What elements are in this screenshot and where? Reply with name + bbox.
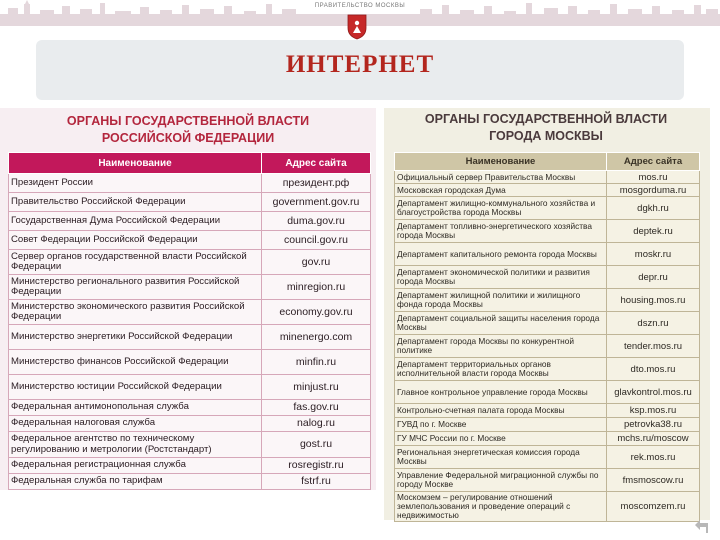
moscow-heading-line1: ОРГАНЫ ГОСУДАРСТВЕННОЙ ВЛАСТИ (424, 112, 668, 126)
site-url[interactable]: gov.ru (262, 250, 371, 275)
agency-name: Министерство экономического развития Российской Федерации (9, 300, 262, 325)
table-row (9, 350, 371, 375)
table-row (395, 469, 700, 492)
site-url[interactable]: deptek.ru (607, 220, 700, 243)
moscow-sites-table (394, 152, 700, 522)
government-label: ПРАВИТЕЛЬСТВО МОСКВЫ (314, 3, 406, 9)
agency-name: Департамент города Москвы по конкурентной политике (395, 335, 607, 358)
site-url[interactable]: президент.рф (262, 174, 371, 193)
table-header-row (395, 153, 700, 171)
site-url[interactable]: economy.gov.ru (262, 300, 371, 325)
agency-name: Правительство Российской Федерации (9, 193, 262, 212)
table-row (395, 197, 700, 220)
table-row (9, 375, 371, 400)
federal-sites-table (8, 152, 371, 490)
federal-heading-line2: РОССИЙСКОЙ ФЕДЕРАЦИИ (101, 131, 275, 145)
federal-authorities-panel (0, 108, 376, 490)
agency-name: ГУ МЧС России по г. Москве (395, 432, 607, 446)
table-row (395, 312, 700, 335)
site-url[interactable]: moskr.ru (607, 243, 700, 266)
agency-name: Региональная энергетическая комиссия города Москвы (395, 446, 607, 469)
site-url[interactable]: government.gov.ru (262, 193, 371, 212)
agency-name: Московская городская Дума (395, 184, 607, 197)
site-url[interactable]: minfin.ru (262, 350, 371, 375)
agency-name: ГУВД по г. Москве (395, 418, 607, 432)
table-row (395, 335, 700, 358)
agency-name: Министерство юстиции Российской Федерации (9, 375, 262, 400)
site-url[interactable]: dszn.ru (607, 312, 700, 335)
table-row (9, 275, 371, 300)
table-row (9, 458, 371, 474)
moscow-heading-line2: ГОРОДА МОСКВЫ (489, 129, 603, 143)
agency-name: Совет Федерации Российской Федерации (9, 231, 262, 250)
site-url[interactable]: minjust.ru (262, 375, 371, 400)
table-row (9, 212, 371, 231)
site-url[interactable]: dto.mos.ru (607, 358, 700, 381)
table-row (9, 325, 371, 350)
site-url[interactable]: gost.ru (262, 432, 371, 458)
return-arrow-icon[interactable] (694, 520, 710, 534)
table-row (9, 300, 371, 325)
site-url[interactable]: nalog.ru (262, 416, 371, 432)
agency-name: Федеральная регистрационная служба (9, 458, 262, 474)
table-row (395, 404, 700, 418)
table-row (395, 492, 700, 522)
column-header-url: Адрес сайта (262, 153, 371, 174)
table-row (9, 174, 371, 193)
table-row (9, 400, 371, 416)
table-header-row (9, 153, 371, 174)
column-header-name: Наименование (395, 153, 607, 171)
site-url[interactable]: tender.mos.ru (607, 335, 700, 358)
site-url[interactable]: depr.ru (607, 266, 700, 289)
site-url[interactable]: council.gov.ru (262, 231, 371, 250)
site-url[interactable]: rek.mos.ru (607, 446, 700, 469)
site-url[interactable]: petrovka38.ru (607, 418, 700, 432)
table-row (395, 171, 700, 184)
agency-name: Департамент жилищной политики и жилищного фонда города Москвы (395, 289, 607, 312)
site-url[interactable]: ksp.mos.ru (607, 404, 700, 418)
site-url[interactable]: glavkontrol.mos.ru (607, 381, 700, 404)
agency-name: Управление Федеральной миграционной службы по городу Москве (395, 469, 607, 492)
moscow-panel-heading (394, 111, 698, 145)
table-row (395, 289, 700, 312)
site-url[interactable]: moscomzem.ru (607, 492, 700, 522)
agency-name: Федеральная служба по тарифам (9, 474, 262, 490)
site-url[interactable]: duma.gov.ru (262, 212, 371, 231)
table-row (9, 474, 371, 490)
federal-panel-heading (10, 113, 366, 147)
agency-name: Министерство финансов Российской Федерации (9, 350, 262, 375)
table-row (395, 220, 700, 243)
agency-name: Официальный сервер Правительства Москвы (395, 171, 607, 184)
agency-name: Департамент территориальных органов исполнительной власти города Москвы (395, 358, 607, 381)
site-url[interactable]: minenergo.com (262, 325, 371, 350)
table-row (395, 446, 700, 469)
agency-name: Президент России (9, 174, 262, 193)
column-header-url: Адрес сайта (607, 153, 700, 171)
table-row (9, 432, 371, 458)
site-url[interactable]: rosregistr.ru (262, 458, 371, 474)
table-row (395, 266, 700, 289)
agency-name: Контрольно-счетная палата города Москвы (395, 404, 607, 418)
table-row (395, 418, 700, 432)
agency-name: Москомзем – регулирование отношений землепользования и проведение операций с недвижимостью (395, 492, 607, 522)
agency-name: Главное контрольное управление города Москвы (395, 381, 607, 404)
moscow-coat-of-arms-icon (347, 14, 367, 40)
site-url[interactable]: fstrf.ru (262, 474, 371, 490)
site-url[interactable]: mos.ru (607, 171, 700, 184)
agency-name: Федеральная антимонопольная служба (9, 400, 262, 416)
table-row (9, 250, 371, 275)
federal-heading-line1: ОРГАНЫ ГОСУДАРСТВЕННОЙ ВЛАСТИ (66, 114, 310, 128)
table-row (395, 381, 700, 404)
site-url[interactable]: fmsmoscow.ru (607, 469, 700, 492)
table-row (395, 243, 700, 266)
site-url[interactable]: minregion.ru (262, 275, 371, 300)
site-url[interactable]: mosgorduma.ru (607, 184, 700, 197)
site-url[interactable]: fas.gov.ru (262, 400, 371, 416)
page-title: ИНТЕРНЕТ (285, 51, 435, 78)
agency-name: Министерство регионального развития Российской Федерации (9, 275, 262, 300)
agency-name: Департамент социальной защиты населения города Москвы (395, 312, 607, 335)
agency-name: Министерство энергетики Российской Федерации (9, 325, 262, 350)
agency-name: Департамент капитального ремонта города Москвы (395, 243, 607, 266)
table-row (395, 358, 700, 381)
site-url[interactable]: housing.mos.ru (607, 289, 700, 312)
moscow-authorities-panel (384, 108, 710, 520)
table-row (395, 432, 700, 446)
agency-name: Департамент жилищно-коммунального хозяйства и благоустройства города Москвы (395, 197, 607, 220)
agency-name: Сервер органов государственной власти Российской Федерации (9, 250, 262, 275)
agency-name: Департамент топливно-энергетического хозяйства города Москвы (395, 220, 607, 243)
table-row (9, 193, 371, 212)
agency-name: Департамент экономической политики и развития города Москвы (395, 266, 607, 289)
agency-name: Государственная Дума Российской Федерации (9, 212, 262, 231)
agency-name: Федеральная налоговая служба (9, 416, 262, 432)
site-url[interactable]: mchs.ru/moscow (607, 432, 700, 446)
table-row (9, 416, 371, 432)
agency-name: Федеральное агентство по техническому регулированию и метрологии (Ростстандарт) (9, 432, 262, 458)
table-row (9, 231, 371, 250)
table-row (395, 184, 700, 197)
site-url[interactable]: dgkh.ru (607, 197, 700, 220)
column-header-name: Наименование (9, 153, 262, 174)
